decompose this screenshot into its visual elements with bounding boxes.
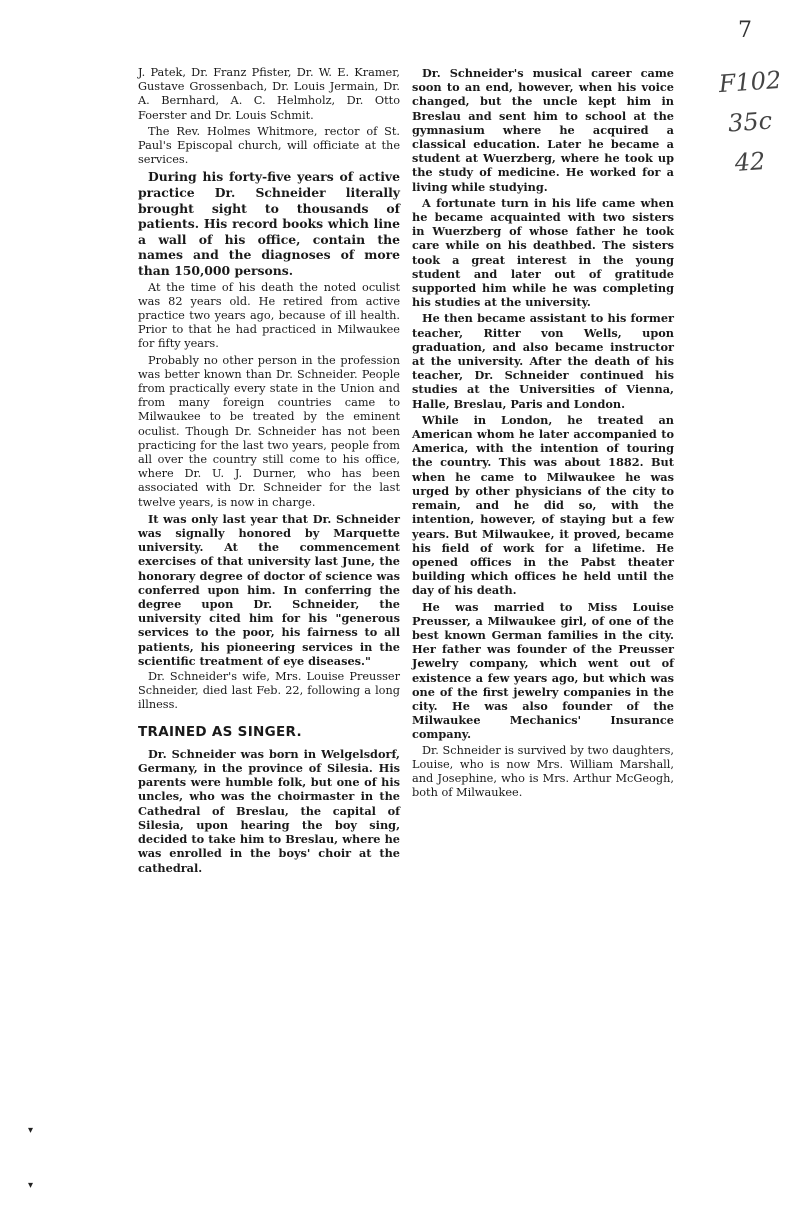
article-paragraph: It was only last year that Dr. Schneider was signally honored by Marquette university. At the commencement exercises of that university last June, the honorary degree of doctor of science was conferred upon him. In conferring the degree upon Dr. Schneider, the university cited him for his "generous services to the poor, his fairness to all patients, his pioneering services in the scientific treatment of eye diseases." bbox=[138, 511, 400, 668]
handwritten-line-2: 35c bbox=[727, 106, 773, 138]
article-paragraph: Dr. Schneider's musical career came soon to an end, however, when his voice changed, but the uncle kept him in Breslau and sent him to school at the gymnasium where he acquired a classical education. Later he became a student at Wuerzberg, where he took up the study of medicine. He worked for a living while studying. bbox=[412, 66, 674, 194]
article-paragraph: At the time of his death the noted oculist was 82 years old. He retired from active practice two years ago, because of ill health. Prior to that he had practiced in Milwaukee for fifty years. bbox=[138, 280, 400, 351]
article-left-column bbox=[138, 66, 400, 877]
article-paragraph: The Rev. Holmes Whitmore, rector of St. Paul's Episcopal church, will officiate at the services. bbox=[138, 124, 400, 167]
article-paragraph: He then became assistant to his former teacher, Ritter von Wells, upon graduation, and also became instructor at the university. After the death of his teacher, Dr. Schneider continued his studies at the Universities of Vienna, Halle, Breslau, Paris and London. bbox=[412, 311, 674, 411]
article-paragraph: He was married to Miss Louise Preusser, a Milwaukee girl, of one of the best known German families in the city. Her father was founder of the Preusser Jewelry company, which went out of existence a few years ago, but which was one of the first jewelry companies in the city. He was also founder of the Milwaukee Mechanics' Insurance company. bbox=[412, 599, 674, 742]
page-number: 7 bbox=[738, 18, 752, 43]
article-paragraph: Dr. Schneider is survived by two daughters, Louise, who is now Mrs. William Marshall, and Josephine, who is Mrs. Arthur McGeogh, both of Milwaukee. bbox=[412, 743, 674, 800]
handwritten-line-3: 42 bbox=[733, 146, 767, 178]
article-paragraph: Probably no other person in the profession was better known than Dr. Schneider. People from practically every state in the Union and from many foreign countries came to Milwaukee to be treated by the eminent oculist. Though Dr. Schneider has not been practicing for the last two years, people from all over the country still come to his office, where Dr. U. J. Durner, who has been associated with Dr. Schneider for the last twelve years, is now in charge. bbox=[138, 353, 400, 509]
article-paragraph: Dr. Schneider was born in Welgelsdorf, Germany, in the province of Silesia. His parents were humble folk, but one of his uncles, who was the choirmaster in the Cathedral of Breslau, the capital of Silesia, upon hearing the boy sing, decided to take him to Breslau, where he was enrolled in the boys' choir at the cathedral. bbox=[138, 746, 400, 875]
section-subhead: TRAINED AS SINGER. bbox=[138, 723, 302, 740]
margin-mark: ▾ bbox=[28, 1125, 34, 1136]
article-paragraph: Dr. Schneider's wife, Mrs. Louise Preusser Schneider, died last Feb. 22, following a long illness. bbox=[138, 670, 400, 712]
article-paragraph: A fortunate turn in his life came when he became acquainted with two sisters in Wuerzberg of whose father he took care while on his deathbed. The sisters took a great interest in the young student and later out of gratitude supported him while he was completing his studies at the university. bbox=[412, 195, 674, 310]
article-paragraph: While in London, he treated an American whom he later accompanied to America, with the intention of touring the country. This was about 1882. But when he came to Milwaukee he was urged by other physicians of the city to remain, and he did so, with the intention, however, of staying but a few years. But Milwaukee, it proved, became his field of work for a lifetime. He opened offices in the Pabst theater building which offices he held until the day of his death. bbox=[412, 412, 674, 598]
margin-mark: ▾ bbox=[28, 1180, 34, 1191]
article-paragraph: J. Patek, Dr. Franz Pfister, Dr. W. E. Kramer, Gustave Grossenbach, Dr. Louis Jermain, Dr. A. Bernhard, A. C. Helmholz, Dr. Otto Foerster and Dr. Louis Schmit. bbox=[138, 66, 400, 122]
handwritten-note bbox=[710, 62, 790, 182]
handwritten-line-1: F102 bbox=[717, 65, 783, 99]
article-right-column bbox=[412, 66, 674, 802]
article-paragraph-emphasis: During his forty-five years of active practice Dr. Schneider literally brought sight to thousands of patients. His record books which line a wall of his office, contain the names and the diagnoses of more than 150,000 persons. bbox=[138, 169, 400, 278]
